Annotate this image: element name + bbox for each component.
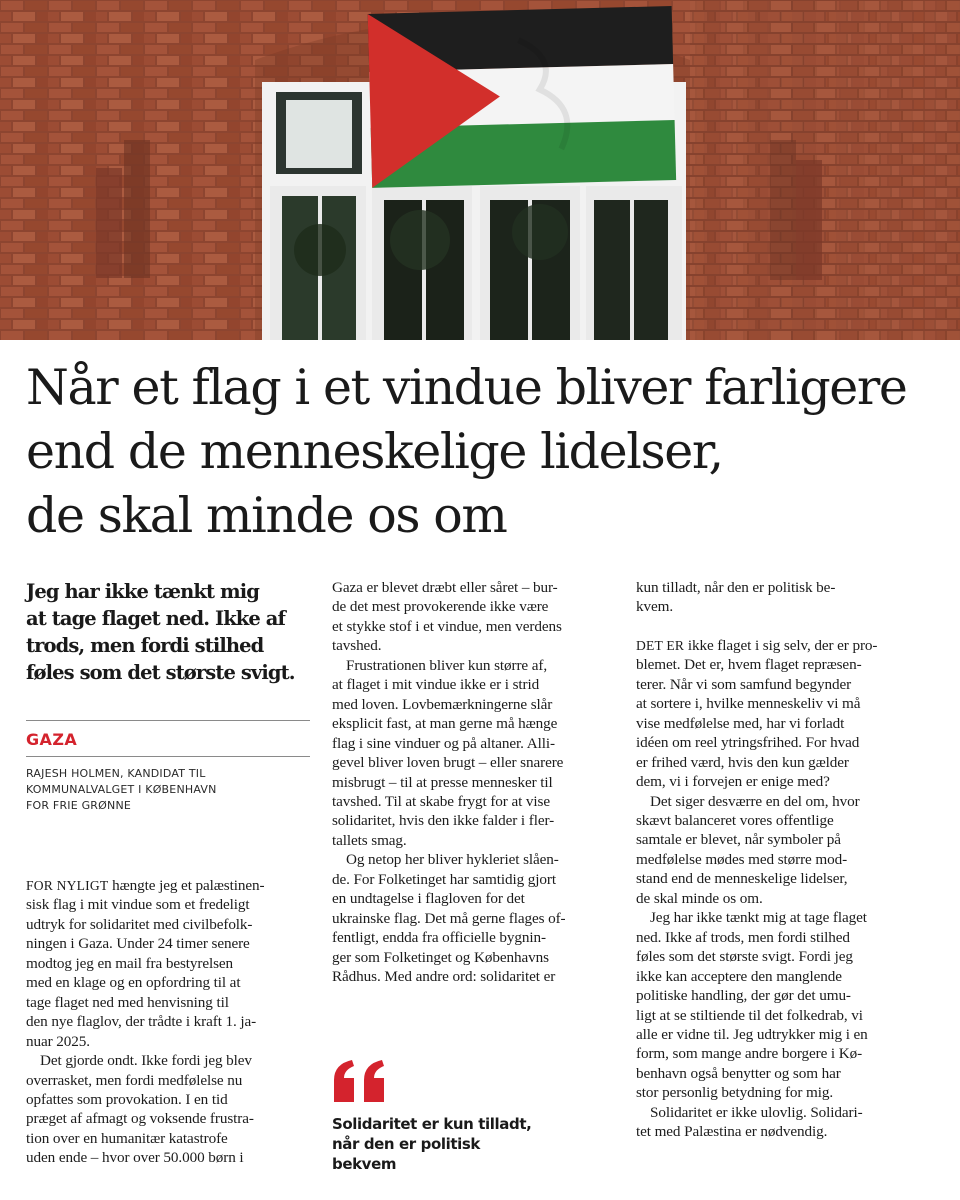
quote-marks-icon xyxy=(332,1058,390,1104)
body-line: solidaritet, hvis den ikke falder i fler- xyxy=(332,812,555,830)
quote-line: når den er politisk xyxy=(332,1135,480,1153)
body-line: de det mest provokerende ikke være xyxy=(332,598,549,616)
body-line: præget af afmagt og voksende frustra- xyxy=(26,1110,254,1128)
body-line: er frihed værd, hvis den kun gælder xyxy=(636,753,849,771)
pull-quote-text xyxy=(332,1114,612,1174)
headline-line: de skal minde os om xyxy=(26,487,507,544)
body-line: skævt balanceret vores offentlige xyxy=(636,811,834,829)
quote-line: bekvem xyxy=(332,1155,397,1173)
lede-line: at tage flaget ned. Ikke af xyxy=(26,607,286,630)
body-line: sisk flag i mit vindue som et fredeligt xyxy=(26,896,250,914)
column-3 xyxy=(636,578,934,1142)
body-line: alle er vidne til. Jeg udtrykker mig i en xyxy=(636,1025,868,1043)
body-line: en undtagelse i flagloven for det xyxy=(332,890,525,908)
body-line xyxy=(26,876,310,895)
body-line: tage flaget ned med henvisning til xyxy=(26,993,229,1011)
body-line: blemet. Det er, hvem flaget repræsen- xyxy=(636,656,862,674)
body-line: politiske handling, der gør det umu- xyxy=(636,987,851,1005)
section-tag: GAZA xyxy=(26,730,78,749)
paragraph-gap xyxy=(636,617,934,636)
lead-caps: DET ER xyxy=(636,637,685,653)
body-line: Gaza er blevet dræbt eller såret – bur- xyxy=(332,579,558,596)
body-line: ned. Ikke af trods, men fordi stilhed xyxy=(636,928,850,946)
body-line: Frustrationen bliver kun større af, xyxy=(346,656,548,674)
body-line: med loven. Lovbemærkningerne slår xyxy=(332,695,553,713)
body-line: ikke kan acceptere den manglende xyxy=(636,967,842,985)
body-line xyxy=(636,636,934,655)
body-line: Det gjorde ondt. Ikke fordi jeg blev xyxy=(40,1052,252,1070)
column-2 xyxy=(332,578,620,987)
body-line: tet med Palæstina er nødvendig. xyxy=(636,1123,828,1141)
article-photo xyxy=(0,0,960,340)
body-line: Solidaritet er ikke ulovlig. Solidari- xyxy=(650,1103,863,1121)
body-line: at flaget i mit vindue ikke er i strid xyxy=(332,676,540,694)
palestinian-flag-in-window-icon xyxy=(0,0,960,340)
body-line: gevel bliver loven brugt – eller snarere xyxy=(332,754,564,772)
headline-line: end de menneskelige lidelser, xyxy=(26,423,723,480)
body-line: føles som det største svigt. Fordi jeg xyxy=(636,948,853,966)
body-line: tallets smag. xyxy=(332,831,407,849)
pull-quote xyxy=(332,1058,612,1174)
body-line: ningen i Gaza. Under 24 timer senere xyxy=(26,935,250,953)
column-1 xyxy=(26,578,310,1168)
body-line: kvem. xyxy=(636,598,674,616)
body-line: medfølelse mødes med større mod- xyxy=(636,850,848,868)
body-line: med en klage og en opfordring til at xyxy=(26,974,241,992)
body-line: ukrainske flag. Det må gerne flages of- xyxy=(332,909,566,927)
body-line: Det siger desværre en del om, hvor xyxy=(650,792,860,810)
byline-line: RAJESH HOLMEN, KANDIDAT TIL xyxy=(26,767,206,780)
body-line: at sortere i, hvilke menneskeliv vi må xyxy=(636,695,861,713)
body-line: Og netop her bliver hykleriet slåen- xyxy=(346,851,559,869)
body-line: modtog jeg en mail fra bestyrelsen xyxy=(26,954,234,972)
byline-line: KOMMUNALVALGET I KØBENHAVN xyxy=(26,783,217,796)
body-line: tavshed. Til at skabe frygt for at vise xyxy=(332,792,550,810)
lede-line: trods, men fordi stilhed xyxy=(26,634,264,657)
body-line: stor personlig betydning for mig. xyxy=(636,1084,834,1102)
body-line: udtryk for solidaritet med civilbefolk- xyxy=(26,915,253,933)
body-line: tavshed. xyxy=(332,637,382,655)
body-line: idéen om reel ytringsfrihed. For hvad xyxy=(636,734,860,752)
body-line: et stykke stof i et vindue, men verdens xyxy=(332,617,562,635)
body-line: den nye flaglov, der trådte i kraft 1. ja- xyxy=(26,1013,257,1031)
body-line: Jeg har ikke tænkt mig at tage flaget xyxy=(650,909,867,927)
body-line: opfattes som provokation. I en tid xyxy=(26,1090,228,1108)
lede-line: Jeg har ikke tænkt mig xyxy=(26,580,259,603)
article-lede xyxy=(26,578,310,686)
body-line: ligt at se stiltiende til det folkedrab, vi xyxy=(636,1006,863,1024)
body-line: form, som mange andre borgere i Kø- xyxy=(636,1045,863,1063)
lead-caps: FOR NYLIGT xyxy=(26,878,109,893)
body-line: samtale er blevet, når symboler på xyxy=(636,831,841,849)
body-line: eksplicit fast, at man gerne må hænge xyxy=(332,715,558,733)
headline-line: Når et flag i et vindue bliver farligere xyxy=(26,359,907,416)
body-line: benhavn også benytter og som har xyxy=(636,1064,841,1082)
body-line: fentligt, endda fra officielle bygnin- xyxy=(332,929,546,947)
byline-line: FOR FRIE GRØNNE xyxy=(26,799,132,812)
body-line: overrasket, men fordi medfølelse nu xyxy=(26,1071,243,1089)
body-line: ger som Folketinget og Københavns xyxy=(332,948,549,966)
body-line: misbrugt – til at presse mennesker til xyxy=(332,773,553,791)
article-headline xyxy=(26,356,946,548)
body-text xyxy=(636,578,934,1142)
body-line-text: hængte jeg et palæstinen- xyxy=(108,877,265,894)
body-line: de. For Folketinget har samtidig gjort xyxy=(332,870,556,888)
body-line: dem, vi i forvejen er enige med? xyxy=(636,773,830,791)
lede-line: føles som det største svigt. xyxy=(26,661,295,684)
body-line: vise medfølelse med, har vi forladt xyxy=(636,714,845,732)
body-text xyxy=(26,876,310,1168)
body-line-text: ikke flaget i sig selv, der er pro- xyxy=(684,636,878,654)
body-line: Rådhus. Med andre ord: solidaritet er xyxy=(332,968,556,986)
body-line: flag i sine vinduer og på altaner. Alli- xyxy=(332,734,555,752)
author-byline xyxy=(26,757,310,814)
body-line: terer. Når vi som samfund begynder xyxy=(636,675,852,693)
body-line: de skal minde os om. xyxy=(636,889,763,907)
body-line: nuar 2025. xyxy=(26,1032,90,1050)
quote-line: Solidaritet er kun tilladt, xyxy=(332,1115,532,1133)
body-text xyxy=(332,578,620,987)
body-line: tion over en humanitær katastrofe xyxy=(26,1129,228,1147)
body-line: uden ende – hvor over 50.000 børn i xyxy=(26,1149,244,1167)
body-line: kun tilladt, når den er politisk be- xyxy=(636,579,836,596)
body-line: stand end de menneskelige lidelser, xyxy=(636,870,848,888)
